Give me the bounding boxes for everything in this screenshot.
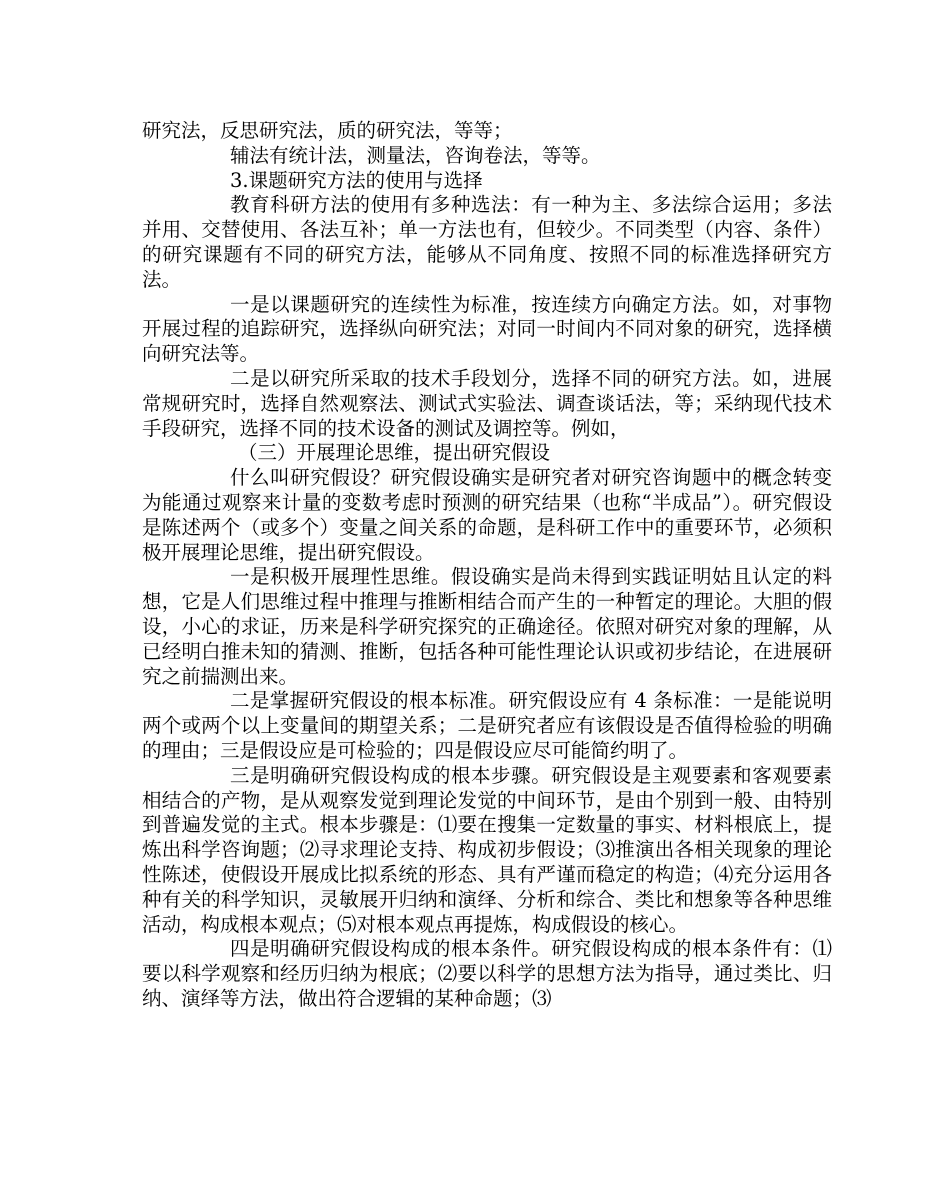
paragraph-hypothesis-conditions: 四是明确研究假设构成的根本条件。研究假设构成的根本条件有：⑴要以科学观察和经历归纳为根底；⑵要以科学的思想方法为指导，通过类比、归纳、演绎等方法，做出符合逻辑的某种命题；⑶ xyxy=(142,937,832,1010)
paragraph-technical-means: 二是以研究所采取的技术手段划分，选择不同的研究方法。如，进展常规研究时，选择自然观察法、测试式实验法、调查谈话法，等；采纳现代技术手段研究，选择不同的技术设备的测试及调控等。例如， xyxy=(142,366,832,440)
paragraph-what-is-hypothesis: 什么叫研究假设？研究假设确实是研究者对研究咨询题中的概念转变为能通过观察来计量的变数考虑时预测的研究结果（也称“半成品”）。研究假设是陈述两个（或多个）变量之间关系的命题，是科研工作中的重要环节，必须积极开展理论思维，提出研究假设。 xyxy=(142,466,832,564)
section-heading-method-selection: 3.课题研究方法的使用与选择 xyxy=(230,168,483,192)
document-page xyxy=(142,119,832,1012)
paragraph-auxiliary-methods: 辅法有统计法，测量法，咨询卷法，等等。 xyxy=(230,143,601,167)
section-heading-theoretical-thinking: （三）开展理论思维，提出研究假设 xyxy=(238,441,551,465)
paragraph-hypothesis-standards: 二是掌握研究假设的根本标准。研究假设应有 4 条标准：一是能说明两个或两个以上变量间的期望关系；二是研究者应有该假设是否值得检验的明确的理由；三是假设应是可检验的；四是假设应尽可能简约明了。 xyxy=(142,689,832,762)
paragraph-rational-thinking: 一是积极开展理性思维。假设确实是尚未得到实践证明姑且认定的料想，它是人们思维过程中推理与推断相结合而产生的一种暂定的理论。大胆的假设，小心的求证，历来是科学研究探究的正确途径。依照对研究对象的理解，从已经明白推未知的猜测、推断，包括各种可能性理论认识或初步结论，在进展研究之前揣测出来。 xyxy=(142,565,832,688)
paragraph-continuity-standard: 一是以课题研究的连续性为标准，按连续方向确定方法。如，对事物开展过程的追踪研究，选择纵向研究法；对同一时间内不同对象的研究，选择横向研究法等。 xyxy=(142,292,832,366)
paragraph-method-usage: 教育科研方法的使用有多种选法：有一种为主、多法综合运用；多法并用、交替使用、各法互补；单一方法也有，但较少。不同类型（内容、条件）的研究课题有不同的研究方法，能够从不同角度、按照不同的标准选择研究方法。 xyxy=(142,193,832,291)
paragraph-hypothesis-steps: 三是明确研究假设构成的根本步骤。研究假设是主观要素和客观要素相结合的产物，是从观察发觉到理论发觉的中间环节，是由个别到一般、由特别到普遍发觉的主式。根本步骤是：⑴要在搜集一定数量的事实、材料根底上，提炼出科学咨询题；⑵寻求理论支持、构成初步假设；⑶推演出各相关现象的理论性陈述，使假设开展成比拟系统的形态、具有严谨而稳定的构造；⑷充分运用各种有关的科学知识，灵敏展开归纳和演绎、分析和综合、类比和想象等各种思维活动，构成根本观点；⑸对根本观点再提炼，构成假设的核心。 xyxy=(142,763,832,936)
paragraph-research-methods-tail: 研究法，反思研究法，质的研究法，等等； xyxy=(142,119,513,142)
